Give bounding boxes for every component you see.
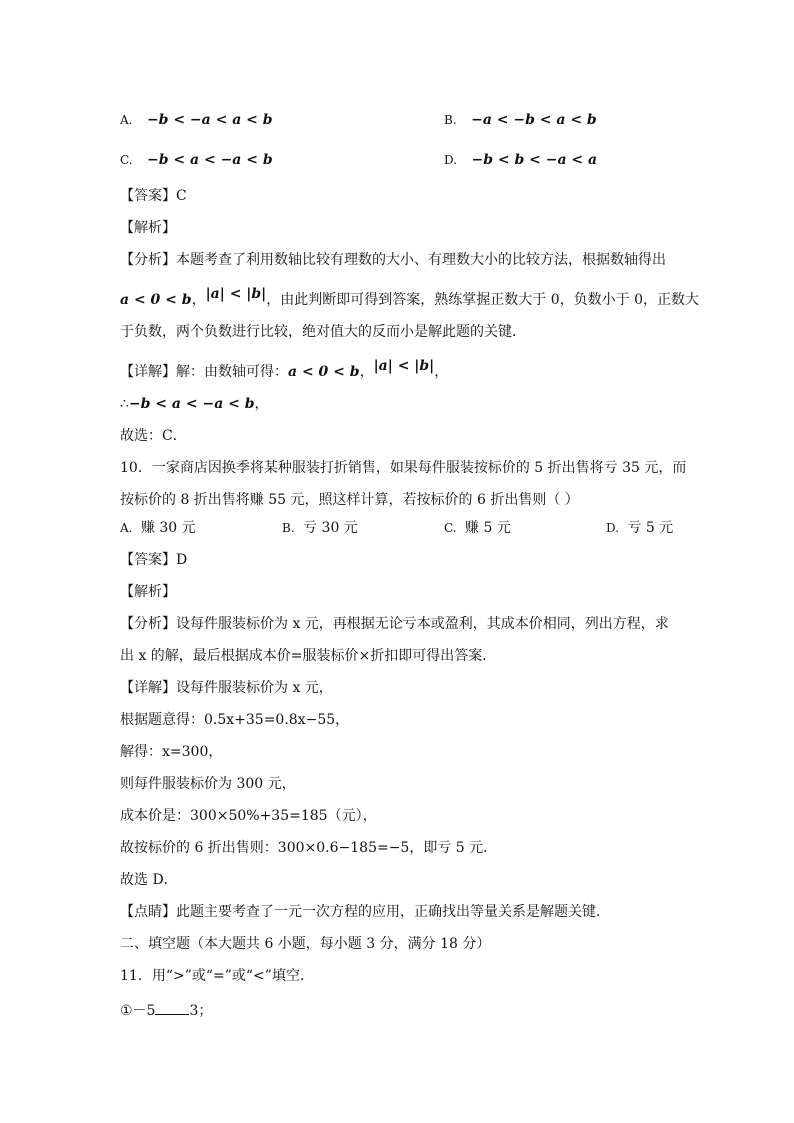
q9-analysis-heading: 【解析】: [120, 220, 176, 236]
q10-options-row: [120, 516, 680, 540]
q10-detail-line-1: 【详解】设每件服装标价为 x 元，: [120, 680, 333, 696]
option-label: C.: [120, 153, 133, 167]
absolute-value-expression: |a| < |b|: [205, 286, 267, 302]
option-label: B.: [282, 521, 295, 535]
option-label: A.: [120, 521, 133, 535]
q10-detail-line-5: 成本价是：300×50%+35=185（元），: [120, 808, 377, 824]
separator: ，: [191, 292, 206, 308]
option-expression: −a < −b < a < b: [471, 112, 597, 128]
analysis-text: ，由此判断即可得到答案，熟练掌握正数大于 0，负数小于 0，正数大: [266, 292, 699, 308]
q9-option-b: [444, 108, 597, 132]
q9-options-row-2: [120, 148, 680, 172]
q10-option-a: [120, 516, 196, 540]
q9-analysis-line-1: 【分析】本题考查了利用数轴比较有理数的大小、有理数大小的比较方法，根据数轴得出: [120, 252, 666, 268]
option-text: 赚 5 元: [465, 520, 511, 536]
separator: ，: [254, 396, 269, 412]
q9-therefore-line: [120, 394, 269, 414]
q10-analysis-line-2: 出 x 的解，最后根据成本价=服装标价×折扣即可得出答案．: [120, 648, 497, 664]
q10-option-d: [606, 516, 673, 540]
q10-option-c: [444, 516, 511, 540]
option-label: C.: [444, 521, 457, 535]
q9-answer: 【答案】C: [120, 188, 187, 204]
option-text: 亏 5 元: [627, 520, 674, 536]
therefore-symbol: ∴: [120, 396, 129, 412]
option-label: A.: [120, 113, 133, 127]
inequality-expression: −b < a < −a < b: [128, 396, 255, 412]
q9-option-a: [120, 108, 273, 132]
q9-option-c: [120, 148, 273, 172]
separator: ，: [434, 364, 449, 380]
q11-item-1: [120, 998, 212, 1021]
q10-answer: 【答案】D: [120, 552, 188, 568]
option-expression: −b < −a < a < b: [146, 112, 273, 128]
q10-detail-line-4: 则每件服装标价为 300 元，: [120, 776, 296, 792]
q9-choose: 故选：C．: [120, 428, 187, 444]
q10-stem-line-1: 10．一家商店因换季将某种服装打折销售，如果每件服装按标价的 5 折出售将亏 35 元，而: [120, 460, 687, 476]
q11-stem: 11．用“>”或“=”或“<”填空．: [120, 968, 314, 984]
q10-comment: 【点睛】此题主要考查了一元一次方程的应用，正确找出等量关系是解题关键．: [120, 904, 610, 920]
q9-option-d: [444, 148, 597, 172]
q9-options-row-1: [120, 108, 680, 132]
detail-prefix: 【详解】解：由数轴可得：: [120, 364, 288, 380]
option-label: D.: [606, 521, 620, 535]
absolute-value-expression: |a| < |b|: [373, 358, 435, 374]
answer-blank[interactable]: [155, 998, 189, 1015]
q9-analysis-line-2: [120, 286, 699, 310]
q10-detail-line-6: 故按标价的 6 折出售则：300×0.6−185=−5，即亏 5 元．: [120, 840, 498, 856]
q10-option-b: [282, 516, 358, 540]
q10-analysis-line-1: 【分析】设每件服装标价为 x 元，再根据无论亏本或盈利，其成本价相同，列出方程，求: [120, 616, 669, 632]
q10-stem-line-2: 按标价的 8 折出售将赚 55 元，照这样计算，若按标价的 6 折出售则（ ）: [120, 492, 579, 508]
option-expression: −b < a < −a < b: [147, 152, 273, 168]
inequality-expression: a < 0 < b: [288, 364, 360, 380]
q9-detail-line: [120, 358, 449, 382]
option-expression: −b < b < −a < a: [471, 152, 598, 168]
option-label: B.: [444, 113, 457, 127]
q10-analysis-heading: 【解析】: [120, 584, 176, 600]
q10-detail-line-2: 根据题意得：0.5x+35=0.8x−55，: [120, 712, 350, 728]
q10-detail-line-3: 解得：x=300，: [120, 744, 223, 760]
q10-detail-line-7: 故选 D．: [120, 872, 178, 888]
item-suffix: 3；: [189, 1003, 213, 1019]
q9-analysis-line-3: 于负数，两个负数进行比较，绝对值大的反而小是解此题的关键．: [120, 324, 526, 340]
option-text: 赚 30 元: [140, 520, 196, 536]
section-title: 二、填空题（本大题共 6 小题，每小题 3 分，满分 18 分）: [120, 936, 491, 952]
option-label: D.: [444, 153, 458, 167]
option-text: 亏 30 元: [303, 520, 358, 536]
item-prefix: ①－5: [120, 1003, 156, 1019]
inequality-expression: a < 0 < b: [120, 292, 192, 308]
separator: ，: [359, 364, 374, 380]
